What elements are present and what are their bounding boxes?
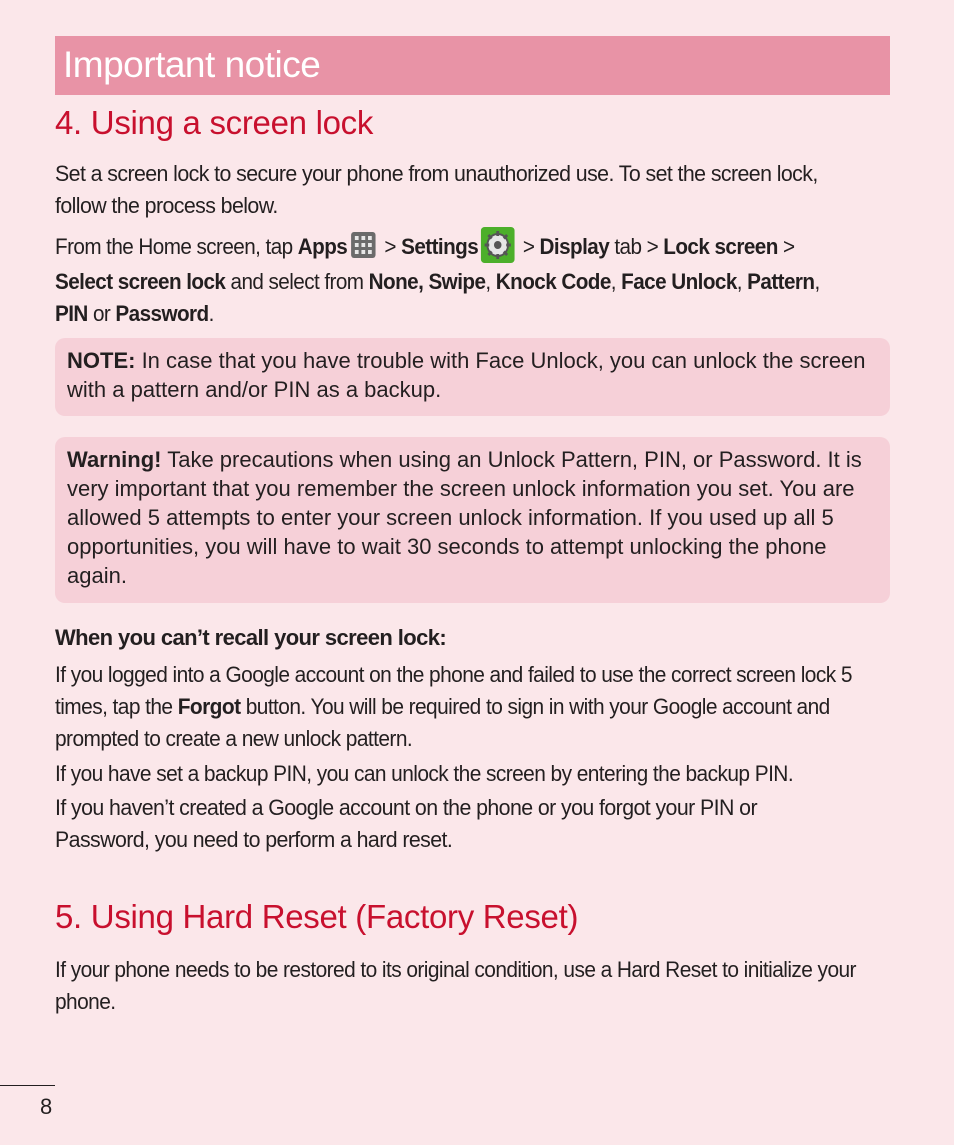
recall-text: button. You will be required to sign in with your Google account and prompted to create a new unlock pattern. (55, 694, 830, 751)
knock-code-label: Knock Code (495, 269, 611, 294)
section-5-text: If your phone needs to be restored to its original condition, use a Hard Reset to initialize your phone. (55, 957, 856, 1014)
steps-text: > (777, 233, 795, 259)
page-number: 8 (40, 1094, 53, 1119)
steps-text: , (814, 269, 820, 294)
steps-text: > (517, 233, 540, 259)
page-title: Important notice (63, 44, 321, 85)
steps-text: > (379, 233, 402, 259)
recall-text: If you logged into a Google account on the phone and failed to use the correct screen lock 5 times, tap the (55, 662, 852, 719)
steps-text: , (485, 269, 496, 294)
steps-text: From the Home screen, tap (55, 233, 298, 259)
face-unlock-label: Face Unlock (621, 269, 737, 294)
select-screen-lock-label: Select screen lock (55, 269, 226, 294)
lock-screen-label: Lock screen (663, 233, 778, 259)
footer-divider (0, 1085, 55, 1086)
warning-body: Take precautions when using an Unlock Pattern, PIN, or Password. It is very important that you remember the screen unlock information you set. You are allowed 5 attempts to enter your screen unlock information. If you used up all 5 opportunities, you will have to wait 30 seconds to attempt unlocking the phone again. (67, 447, 862, 588)
recall-paragraph-2: If you have set a backup PIN, you can unlock the screen by entering the backup PIN. (55, 761, 794, 786)
note-box (55, 338, 890, 416)
section-4-intro: Set a screen lock to secure your phone from unauthorized use. To set the screen lock, follow the process below. (55, 161, 818, 218)
forgot-label: Forgot (177, 694, 241, 719)
note-label: NOTE: (67, 348, 136, 373)
recall-heading: When you can’t recall your screen lock: (55, 625, 447, 650)
steps-text: tab > (609, 233, 664, 259)
warning-box (55, 437, 890, 603)
apps-grid-icon (350, 231, 376, 259)
note-body: In case that you have trouble with Face Unlock, you can unlock the screen with a pattern and/or PIN as a backup. (67, 348, 866, 402)
warning-text (67, 445, 877, 590)
none-swipe-label: None, Swipe (368, 269, 486, 294)
display-label: Display (539, 233, 610, 259)
pin-label: PIN (55, 301, 88, 326)
steps-text: or (87, 301, 116, 326)
section-4-steps (55, 230, 845, 330)
header-banner (55, 36, 890, 95)
steps-text: . (208, 301, 214, 326)
password-label: Password (115, 301, 209, 326)
section-4-heading: 4. Using a screen lock (55, 104, 374, 141)
steps-text: and select from (225, 269, 369, 294)
note-text (67, 346, 877, 404)
steps-text: , (610, 269, 622, 294)
pattern-label: Pattern (747, 269, 815, 294)
settings-gear-icon (481, 227, 515, 263)
recall-paragraph-1 (55, 659, 863, 755)
apps-label: Apps (297, 233, 348, 259)
settings-label: Settings (401, 233, 479, 259)
steps-text: , (736, 269, 748, 294)
recall-paragraph-3: If you haven’t created a Google account on the phone or you forgot your PIN or Password, you need to perform a hard reset. (55, 795, 757, 852)
warning-label: Warning! (67, 447, 162, 472)
section-5-heading: 5. Using Hard Reset (Factory Reset) (55, 898, 579, 935)
